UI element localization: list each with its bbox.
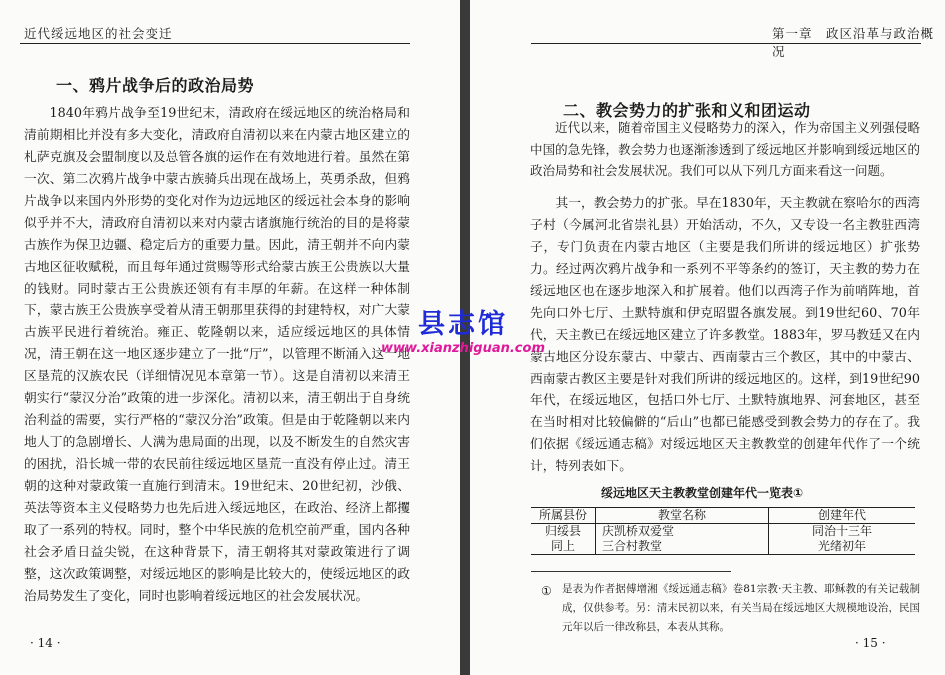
footnote-text: 是表为作者据傅增湘《绥远通志稿》卷81宗教·天主教、耶稣教的有关记载制成，仅供参考。另：清末民初以来，有关当局在绥远地区大规模地设治，民国元年以后一律改称县，本表从其称。	[562, 583, 920, 633]
table-cell: 光绪初年	[769, 539, 916, 555]
right-body-paragraph-1: 近代以来，随着帝国主义侵略势力的深入，作为帝国主义列强侵略中国的急先锋，教会势力也逐渐渗透到了绥远地区并影响到绥远地区的政治局势和社会发展状况。我们可以从下列几方面来看这一问题。	[530, 120, 920, 178]
left-body-paragraph: 1840年鸦片战争至19世纪末，清政府在绥远地区的统治格局和清前期相比并没有多大变化，清政府自清初以来在内蒙古地区建立的札萨克旗及会盟制度以及总管各旗的运作在有效地进行着。虽然在第一次、第二次鸦片战争中蒙古族骑兵出现在战场上，英勇杀敌，但鸦片战争以来国内外形势的变化对作为边远地区的绥远社会本身的影响似乎并不大，清政府自清初以来对内蒙古诸旗施行统治的目的是将蒙古族作为保卫边疆、稳定后方的重要力量。因此，清王朝并不向内蒙古地区征收赋税，而且每年通过赏赐等形式给蒙古族王公贵族以大量的钱财。同时蒙古王公贵族还领有有丰厚的年薪。在这样一种体制下，蒙古族王公贵族享受着从清王朝那里获得的封建特权，对广大蒙古族平民进行着统治。雍正、乾隆朝以来，适应绥远地区的具体情况，清王朝在这一地区逐步建立了一批“厅”，以管理不断涌入这一地区垦荒的汉族农民（详细情况见本章第一节）。这是自清初以来清王朝实行“蒙汉分治”政策的进一步深化。清初以来，清王朝出于自身统治利益的需要，实行严格的“蒙汉分治”政策。但是由于乾隆朝以来内地人丁的急剧增长、人满为患局面的出现，以及不断发生的自然灾害的困扰，沿长城一带的农民前往绥远地区垦荒一直没有停止过。清王朝的这种对蒙政策一直施行到清末。19世纪末、20世纪初，沙俄、英法等资本主义侵略势力也先后进入绥远地区，在政治、经济上都攫取了一系列的特权。同时，整个中华民族的危机空前严重，国内各种社会矛盾日益尖锐，在这种背景下，清王朝将其对蒙政策进行了调整，这次政策调整，对绥远地区的影响是比较大的，使绥远地区的政治局势发生了变化，同时也影响着绥远地区的社会发展状况。	[24, 106, 410, 604]
left-page-number: · 14 ·	[30, 636, 61, 650]
footnote-mark: ①	[541, 584, 552, 598]
right-page-number: · 15 ·	[855, 636, 886, 650]
right-section-title: 二、教会势力的扩张和义和团运动	[563, 101, 811, 120]
table-cell: 庆凯桥双爱堂	[596, 524, 769, 540]
footnote-rule	[531, 571, 731, 572]
table-cell: 三合村教堂	[596, 539, 769, 555]
right-header-rule	[531, 43, 921, 44]
table-header-row	[531, 508, 915, 524]
right-body-paragraph-2: 其一，教会势力的扩张。早在1830年，天主教就在察哈尔的西湾子村（今属河北省崇礼县）开始活动，不久，又专设一名主教驻西湾子，专门负责在内蒙古地区（主要是我们所讲的绥远地区）扩张势力。经过两次鸦片战争和一系列不平等条约的签订，天主教的势力在绥远地区也在逐步地深入和扩展着。他们以西湾子作为前哨阵地，首先向口外七厅、土默特旗和伊克昭盟各旗发展。到19世纪60、70年代，天主教已在绥远地区建立了许多教堂。1883年，罗马教廷又在内蒙古地区分设东蒙古、中蒙古、西南蒙古三个教区，其中的中蒙古、西南蒙古教区主要是针对我们所讲的绥远地区的。这样，到19世纪90年代，在绥远地区，包括口外七厅、土默特旗地界、河套地区，甚至在当时相对比较偏僻的“后山”也都已能感受到教会势力的存在了。我们依据《绥远通志稿》对绥远地区天主教教堂的创建年代作了一个统计，特列表如下。	[530, 196, 920, 475]
table-row	[531, 524, 915, 540]
watermark-title: 县志馆	[418, 309, 508, 340]
church-table	[531, 507, 915, 555]
left-section-title: 一、鸦片战争后的政治局势	[56, 76, 255, 95]
left-running-head: 近代绥远地区的社会变迁	[24, 26, 173, 41]
left-header-rule	[20, 43, 410, 44]
table-cell: 同上	[531, 539, 596, 555]
table-header-cell: 创建年代	[769, 508, 916, 524]
watermark-url: www.xianzhiguan.com	[381, 341, 545, 356]
table-title: 绥远地区天主教教堂创建年代一览表①	[601, 486, 804, 500]
table-row	[531, 539, 915, 555]
table-header-cell: 教堂名称	[596, 508, 769, 524]
table-header-cell: 所属县份	[531, 508, 596, 524]
right-running-head: 第一章 政区沿革与政治概况	[772, 26, 935, 59]
book-gutter	[460, 0, 470, 675]
table-cell: 同治十三年	[811, 524, 872, 538]
table-cell: 归绥县	[531, 524, 596, 540]
